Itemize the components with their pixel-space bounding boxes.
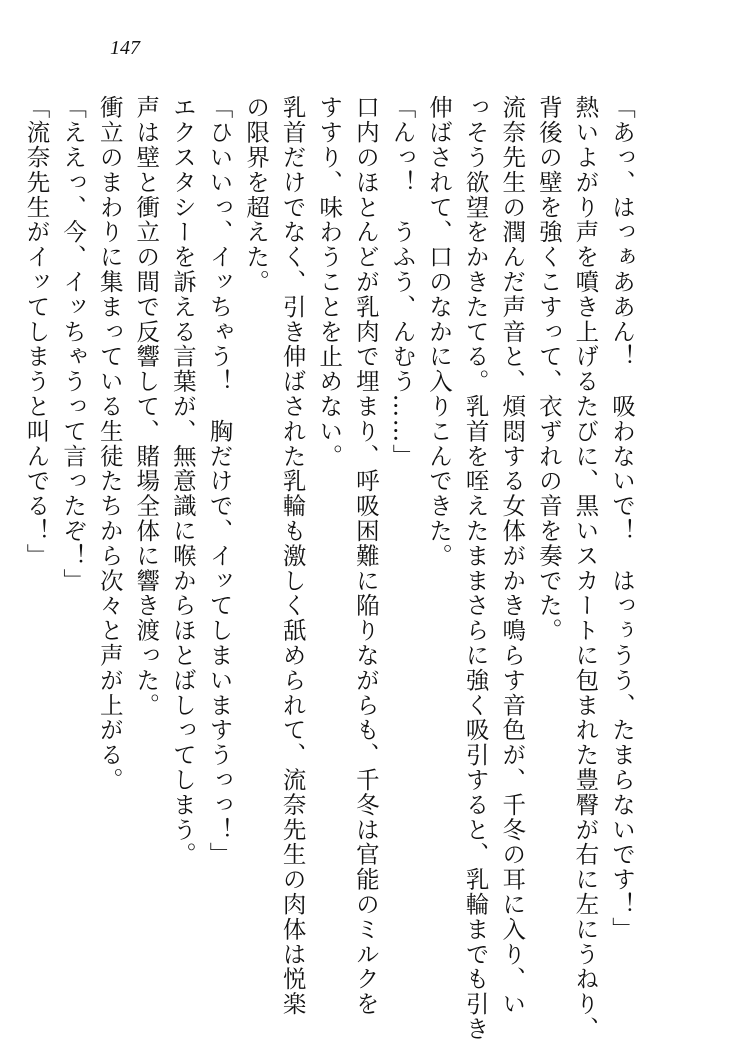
text-line: 伸ばされて、口のなかに入りこんできた。: [425, 95, 454, 569]
text-line: 熱いよがり声を噴き上げるたびに、黒いスカートに包まれた豊臀が右に左にうねり、: [571, 95, 600, 1041]
text-line: 乳首だけでなく、引き伸ばされた乳輪も激しく舐められて、流奈先生の肉体は悦楽: [278, 95, 307, 1017]
text-line: 「んっ！ うふう、んむう……」: [388, 95, 417, 469]
text-line: 「ひいいっ、イッちゃう！ 胸だけで、イッてしまいますうっっ！」: [205, 95, 234, 867]
novel-body-text: [18, 95, 640, 1041]
text-line: 「あっ、はっぁああん！ 吸わないで！ はっぅうう、たまらないです！」: [608, 95, 636, 942]
text-line: 背後の壁を強くこすって、衣ずれの音を奏でた。: [534, 95, 563, 643]
text-line: の限界を超えた。: [242, 95, 271, 295]
text-line: すすり、味わうことを止めない。: [315, 95, 344, 469]
text-line: 声は壁と衝立の間で反響して、賭場全体に響き渡った。: [132, 95, 161, 718]
text-line: 流奈先生の潤んだ声音と、煩悶する女体がかき鳴らす音色が、千冬の耳に入り、い: [498, 95, 527, 1017]
text-line: エクスタシーを訴える言葉が、無意識に喉からほとばしってしまう。: [168, 95, 197, 867]
page-number: 147: [110, 37, 140, 59]
text-line: 「ええっ、今、イッちゃうって言ったぞ！」: [59, 95, 88, 593]
text-line: 口内のほとんどが乳肉で埋まり、呼吸困難に陥りながらも、千冬は官能のミルクを: [351, 95, 380, 1017]
text-line: っそう欲望をかきたてる。乳首を咥えたままさらに強く吸引すると、乳輪までも引き: [461, 95, 490, 1041]
text-line: 「流奈先生がイッてしまうと叫んでる！」: [22, 95, 51, 569]
text-line: 衝立のまわりに集まっている生徒たちから次々と声が上がる。: [95, 95, 124, 793]
